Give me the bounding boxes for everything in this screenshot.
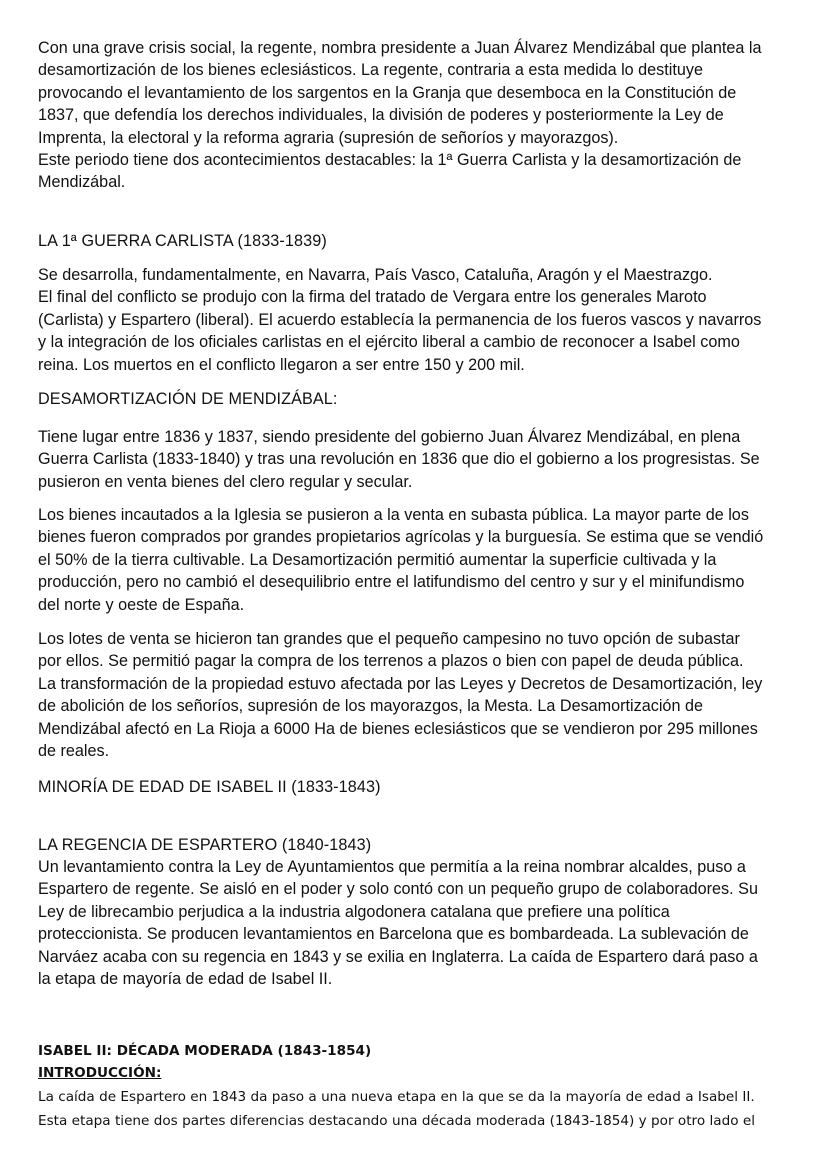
text-line: reina. Los muertos en el conflicto llegaron a ser entre 150 y 200 mil. bbox=[38, 355, 525, 374]
text-line: desamortización de los bienes eclesiásticos. La regente, contraria a esta medida lo destituye bbox=[38, 61, 703, 80]
text-line: (Carlista) y Espartero (liberal). El acuerdo establecía la permanencia de los fueros vascos y navarros bbox=[38, 310, 762, 329]
text-line: Esta etapa tiene dos partes diferencias destacando una década moderada (1843-1854) y por otro lado el bbox=[38, 1113, 755, 1129]
text-line: pusieron en venta bienes del clero regular y secular. bbox=[38, 472, 413, 491]
subheading-introduccion: INTRODUCCIÓN: bbox=[38, 1065, 162, 1081]
text-line: Guerra Carlista (1833-1840) y tras una revolución en 1836 que dio el gobierno a los progresistas. Se bbox=[38, 450, 760, 469]
text-line: La transformación de la propiedad estuvo afectada por las Leyes y Decretos de Desamortización, ley bbox=[38, 674, 763, 693]
text-line: del norte y oeste de España. bbox=[38, 595, 245, 614]
text-line: provocando el levantamiento de los sargentos en la Granja que desemboca en la Constitución de bbox=[38, 83, 737, 102]
text-line: y la integración de los oficiales carlistas en el ejército liberal a cambio de reconocer a Isabel como bbox=[38, 333, 740, 352]
text-line: de abolición de los señoríos, supresión de los mayorazgos, la Mesta. La Desamortización de bbox=[38, 697, 703, 716]
text-line: producción, pero no cambió el desequilibrio entre el latifundismo del centro y sur y el minifundismo bbox=[38, 573, 745, 592]
text-line: Narváez acaba con su regencia en 1843 y se exilia en Inglaterra. La caída de Espartero dará paso a bbox=[38, 947, 758, 966]
text-line: Tiene lugar entre 1836 y 1837, siendo presidente del gobierno Juan Álvarez Mendizábal, en plena bbox=[38, 428, 741, 446]
text-line: por ellos. Se permitió pagar la compra de los terrenos a plazos o bien con papel de deuda pública. bbox=[38, 652, 744, 671]
text-line: Mendizábal afectó en La Rioja a 6000 Ha de bienes eclesiásticos que se vendieron por 295 millones bbox=[38, 719, 758, 738]
desamortizacion-paragraph-2 bbox=[38, 504, 798, 616]
regencia-paragraph bbox=[38, 856, 798, 990]
text-line: Imprenta, la electoral y la reforma agraria (supresión de señoríos y mayorazgos). bbox=[38, 128, 619, 147]
text-line: Los lotes de venta se hicieron tan grandes que el pequeño campesino no tuvo opción de subastar bbox=[38, 630, 740, 648]
text-line: Con una grave crisis social, la regente, nombra presidente a Juan Álvarez Mendizábal que plantea la bbox=[38, 39, 762, 57]
text-line: la etapa de mayoría de edad de Isabel II. bbox=[38, 970, 333, 989]
text-line: 1837, que defendía los derechos individuales, la división de poderes y posteriormente la Ley de bbox=[38, 106, 724, 125]
text-line: Espartero de regente. Se aisló en el poder y solo contó con un pequeño grupo de colaboradores. Su bbox=[38, 880, 758, 899]
section-heading-desamortizacion: DESAMORTIZACIÓN DE MENDIZÁBAL: bbox=[38, 390, 338, 408]
text-line: Este periodo tiene dos acontecimientos destacables: la 1ª Guerra Carlista y la desamortización de bbox=[38, 151, 742, 170]
text-line: El final del conflicto se produjo con la firma del tratado de Vergara entre los generales Maroto bbox=[38, 288, 707, 307]
text-line: Se desarrolla, fundamentalmente, en Navarra, País Vasco, Cataluña, Aragón y el Maestrazgo. bbox=[38, 266, 713, 284]
guerra-carlista-paragraph bbox=[38, 264, 798, 376]
text-line: Mendizábal. bbox=[38, 173, 126, 192]
section-heading-guerra-carlista: LA 1ª GUERRA CARLISTA (1833-1839) bbox=[38, 232, 327, 250]
section-heading-regencia: LA REGENCIA DE ESPARTERO (1840-1843) bbox=[38, 836, 372, 854]
text-line: bienes fueron comprados por grandes propietarios agrícolas y la burguesía. Se estima que se vendió bbox=[38, 528, 764, 547]
text-line: La caída de Espartero en 1843 da paso a una nueva etapa en la que se da la mayoría de edad a Isabel II. bbox=[38, 1089, 755, 1105]
decada-moderada-paragraph bbox=[38, 1085, 798, 1133]
desamortizacion-paragraph-1 bbox=[38, 426, 798, 493]
text-line: el 50% de la tierra cultivable. La Desamortización permitió aumentar la superficie cultivada y la bbox=[38, 550, 717, 569]
text-line: proteccionista. Se producen levantamientos en Barcelona que es bombardeada. La sublevación de bbox=[38, 925, 749, 944]
section-heading-decada-moderada: ISABEL II: DÉCADA MODERADA (1843-1854) bbox=[38, 1043, 372, 1059]
intro-paragraph bbox=[38, 37, 798, 194]
text-line: Los bienes incautados a la Iglesia se pusieron a la venta en subasta pública. La mayor parte de los bbox=[38, 506, 749, 524]
desamortizacion-paragraph-3 bbox=[38, 628, 798, 762]
text-line: Ley de librecambio perjudica a la industria algodonera catalana que prefiere una política bbox=[38, 902, 670, 921]
section-heading-minoria: MINORÍA DE EDAD DE ISABEL II (1833-1843) bbox=[38, 778, 381, 796]
text-line: de reales. bbox=[38, 742, 110, 761]
text-line: Un levantamiento contra la Ley de Ayuntamientos que permitía a la reina nombrar alcaldes, puso a bbox=[38, 858, 746, 876]
